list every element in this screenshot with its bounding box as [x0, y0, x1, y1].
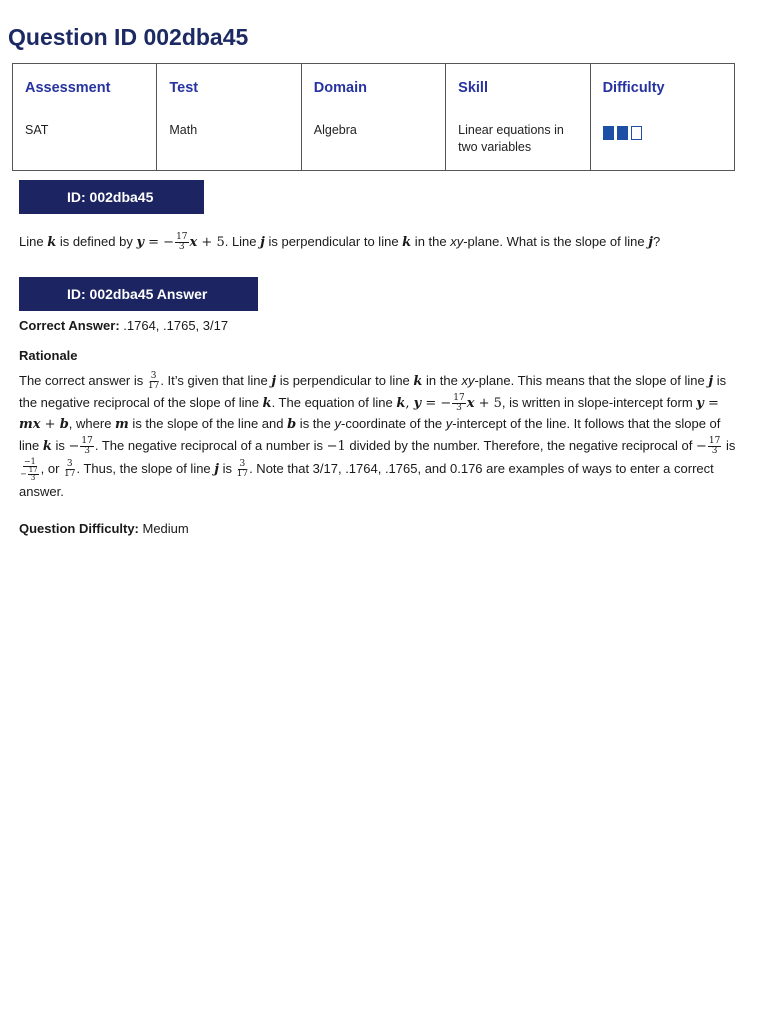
- test-value: Math: [169, 123, 198, 137]
- question-difficulty-value: Medium: [138, 521, 189, 536]
- domain-value: Algebra: [313, 123, 357, 137]
- rationale-heading: Rationale: [19, 348, 78, 363]
- question-id-banner: ID: 002dba45: [19, 180, 204, 214]
- correct-answer-label: Correct Answer:: [19, 318, 120, 333]
- question-difficulty-label: Question Difficulty:: [19, 521, 139, 536]
- difficulty-label: Difficulty: [602, 80, 665, 96]
- difficulty-bar: [631, 126, 642, 140]
- rationale-text: The correct answer is $\frac{3}{17}$ . It’s given that line j is perpendicular to line k in the xy-plane. This means that the slope of line j is the negative reciprocal of the slope of line k. The equation of line k, y = − $\frac{17}{3}$ x + 5, is written in slope-intercept form y = mx + b, where m is the slope of the line and b is the y-coordinate of the y-intercept of the line. It follows that the slope of line k is − $\frac{17}{3}$ . The negative reciprocal of a number is −1 divided by the number. Therefore, the negative reciprocal of − $\frac{17}{3}$ is −1 − $\frac{17}{3}$ , or $\frac{3}{17}$ . Thus, the slope of line j is $\frac{3}{17}$ . Note that 3/17, .1764, .1765, and 0.176 are examples of ways to enter a correct answer.: [19, 371, 736, 499]
- skill-cell: [446, 64, 590, 171]
- assessment-label: Assessment: [25, 80, 111, 96]
- question-meta-table: [12, 63, 735, 171]
- question-difficulty: [19, 521, 742, 536]
- correct-answer-value: .1764, .1765, 3/17: [119, 318, 229, 333]
- correct-answer: [19, 318, 742, 333]
- answer-id-banner: ID: 002dba45 Answer: [19, 277, 258, 311]
- skill-label: Skill: [458, 80, 488, 96]
- difficulty-meter: [603, 126, 722, 140]
- test-cell: [157, 64, 301, 171]
- difficulty-cell: [590, 64, 734, 171]
- fraction: $\frac{17}{3}$: [176, 232, 188, 252]
- test-label: Test: [169, 80, 199, 96]
- difficulty-bar: [617, 126, 628, 140]
- difficulty-bar: [603, 126, 614, 140]
- domain-cell: [301, 64, 445, 171]
- assessment-cell: [13, 64, 157, 171]
- page-title: Question ID 002dba45: [8, 24, 249, 50]
- question-text: Line k is defined by y = − $\frac{17}{3}$ x + 5. Line j is perpendicular to line k in the xy-plane. What is the slope of line j?: [19, 232, 661, 252]
- domain-label: Domain: [313, 80, 367, 96]
- skill-value: Linear equations in two variables: [458, 123, 564, 154]
- assessment-value: SAT: [25, 123, 49, 137]
